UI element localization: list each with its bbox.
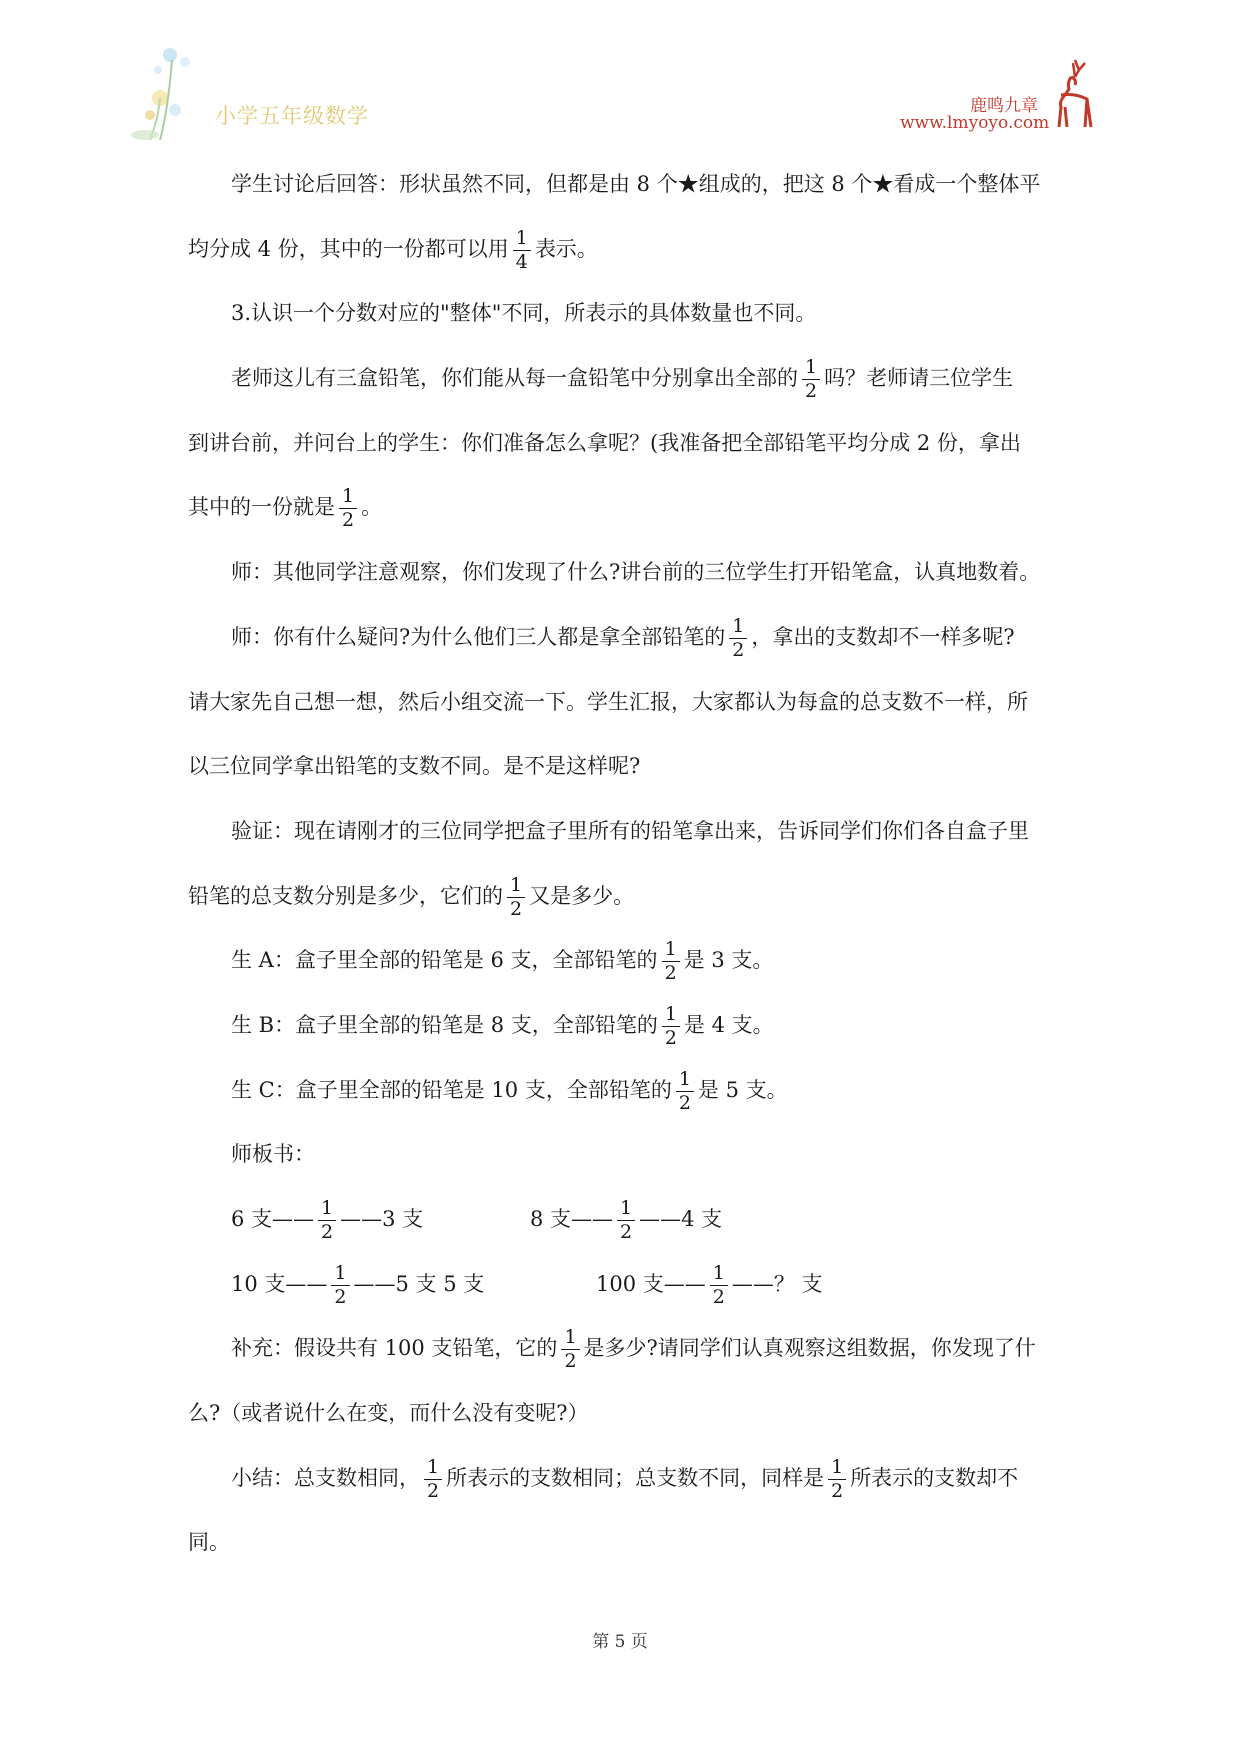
fraction-one-half (828, 1455, 846, 1502)
header-brand-right (900, 55, 1120, 145)
numerator: 1 (513, 229, 531, 251)
text: 师：其他同学注意观察，你们发现了什么?讲台前的三位学生打开铅笔盒，认真地数着。 (231, 560, 1041, 585)
numerator: 1 (802, 358, 820, 380)
text: 均分成 4 份，其中的一份都可以用 (188, 236, 509, 261)
subject-label: 小学五年级数学 (215, 104, 369, 128)
student-answer-b (188, 993, 1056, 1058)
paragraph-line (188, 217, 1056, 282)
text: 验证：现在请刚才的三位同学把盒子里所有的铅笔拿出来，告诉同学们你们各自盒子里 (231, 818, 1029, 843)
brand-name: 鹿鸣九章 (970, 96, 1038, 116)
numerator: 1 (318, 1199, 336, 1221)
fraction-one-half (561, 1328, 579, 1371)
text: 补充：假设共有 100 支铅笔，它的 (231, 1336, 558, 1361)
paragraph-line (188, 799, 1056, 864)
board-item-6 (231, 1187, 423, 1252)
paragraph-line (188, 475, 1056, 540)
summary-line (188, 1446, 1056, 1511)
denominator: 2 (664, 1026, 677, 1049)
text: 是多少?请同学们认真观察这组数据，你发现了什 (583, 1336, 1036, 1361)
student-answer-c (188, 1058, 1056, 1123)
denominator: 2 (342, 509, 355, 532)
text: 铅笔的总支数分别是多少，它们的 (188, 883, 503, 908)
board-row-2 (188, 1252, 1056, 1317)
numerator: 1 (617, 1199, 635, 1221)
board-heading (188, 1122, 1056, 1187)
numerator: 1 (828, 1458, 846, 1480)
denominator: 2 (805, 380, 818, 403)
paragraph-line (188, 1316, 1056, 1381)
denominator: 2 (831, 1479, 844, 1502)
denominator: 2 (334, 1285, 347, 1308)
numerator: 1 (424, 1458, 442, 1480)
fraction-one-half (424, 1455, 442, 1502)
text: 3.认识一个分数对应的"整体"不同，所表示的具体数量也不同。 (231, 301, 817, 326)
denominator: 2 (678, 1091, 691, 1114)
paragraph-line (188, 1381, 1056, 1446)
paragraph-line (188, 411, 1056, 476)
student-answer-a (188, 928, 1056, 993)
denominator: 4 (515, 250, 528, 273)
text: 学生讨论后回答：形状虽然不同，但都是由 8 个★组成的，把这 8 个★看成一个整体平 (231, 172, 1041, 196)
brand-url: www.lmyoyo.com (900, 113, 1050, 133)
board-item-10 (231, 1252, 484, 1317)
numerator: 1 (561, 1328, 579, 1350)
denominator: 2 (564, 1350, 577, 1373)
denominator: 2 (427, 1479, 440, 1502)
fraction-one-half (662, 940, 680, 983)
paragraph-line (188, 1510, 1056, 1575)
numerator: 1 (729, 617, 747, 639)
paragraph-line (188, 346, 1056, 411)
flower-decoration-icon (130, 40, 250, 150)
paragraph-line (188, 864, 1056, 929)
document-body (188, 152, 1056, 1575)
fraction-one-half (339, 487, 357, 530)
board-item-100 (596, 1252, 823, 1317)
fraction-one-quarter (513, 226, 531, 273)
text: 同。 (188, 1530, 230, 1555)
fraction-one-half (662, 1002, 680, 1049)
fraction-one-half (331, 1261, 349, 1308)
text: 8 支—— (530, 1207, 614, 1231)
fraction-one-half (507, 873, 525, 920)
text: 生 B：盒子里全部的铅笔是 8 支，全部铅笔的 (231, 1012, 658, 1037)
text: 生 C：盒子里全部的铅笔是 10 支，全部铅笔的 (231, 1077, 672, 1102)
text: 6 支—— (231, 1207, 315, 1231)
text: 又是多少。 (529, 883, 635, 908)
paragraph-line (188, 605, 1056, 670)
text: 是 3 支。 (683, 948, 774, 973)
text: 所表示的支数却不 (850, 1465, 1019, 1490)
denominator: 2 (620, 1221, 633, 1243)
text: 以三位同学拿出铅笔的支数不同。是不是这样呢? (188, 754, 641, 779)
denominator: 2 (664, 962, 677, 985)
text: ——4 支 (639, 1207, 723, 1231)
text: 师：你有什么疑问?为什么他们三人都是拿全部铅笔的 (231, 624, 726, 649)
fraction-one-half (802, 358, 820, 401)
paragraph-line (188, 540, 1056, 605)
text: ——3 支 (340, 1207, 424, 1231)
header-logo-left (130, 40, 390, 150)
numerator: 1 (710, 1264, 728, 1286)
deer-logo-icon (1045, 55, 1105, 135)
denominator: 2 (732, 638, 745, 661)
fraction-one-half (617, 1199, 635, 1242)
numerator: 1 (662, 1005, 680, 1027)
paragraph-line (188, 152, 1056, 217)
text: 。 (361, 495, 383, 520)
paragraph-line (188, 734, 1056, 799)
fraction-one-half (729, 614, 747, 661)
denominator: 2 (510, 897, 523, 920)
text: 小结：总支数相同， (231, 1465, 420, 1490)
text: 老师这儿有三盒铅笔，你们能从每一盒铅笔中分别拿出全部的 (231, 366, 798, 391)
text: 么?（或者说什么在变，而什么没有变呢?） (188, 1401, 589, 1426)
fraction-one-half (318, 1199, 336, 1242)
numerator: 1 (339, 487, 357, 509)
fraction-one-half (676, 1067, 694, 1114)
text: 生 A：盒子里全部的铅笔是 6 支，全部铅笔的 (231, 948, 658, 973)
text: 10 支—— (231, 1271, 328, 1296)
text: 其中的一份就是 (188, 495, 335, 520)
text: 到讲台前，并问台上的学生：你们准备怎么拿呢？(我准备把全部铅笔平均分成 2 份，拿出 (188, 430, 1021, 455)
text: ——？ 支 (731, 1271, 823, 1296)
text: 请大家先自己想一想，然后小组交流一下。学生汇报，大家都认为每盒的总支数不一样，所 (188, 689, 1028, 714)
numerator: 1 (676, 1070, 694, 1092)
text: 所表示的支数相同；总支数不同，同样是 (446, 1465, 825, 1490)
board-item-8 (530, 1187, 722, 1252)
text: ，拿出的支数却不一样多呢? (751, 624, 1015, 649)
text: 是 4 支。 (683, 1012, 774, 1037)
fraction-one-half (710, 1261, 728, 1308)
text: 表示。 (534, 236, 598, 261)
board-row-1 (188, 1187, 1056, 1252)
section-heading (188, 281, 1056, 346)
page-number: 第 5 页 (592, 1632, 648, 1652)
denominator: 2 (321, 1221, 334, 1243)
numerator: 1 (662, 940, 680, 962)
text: 师板书： (231, 1142, 315, 1167)
text: 100 支—— (596, 1271, 706, 1296)
numerator: 1 (507, 876, 525, 898)
numerator: 1 (331, 1264, 349, 1286)
text: 是 5 支。 (697, 1077, 788, 1102)
paragraph-line (188, 670, 1056, 735)
denominator: 2 (712, 1285, 725, 1308)
text: 吗？老师请三位学生 (824, 366, 1014, 391)
text: ——5 支 5 支 (353, 1271, 485, 1296)
